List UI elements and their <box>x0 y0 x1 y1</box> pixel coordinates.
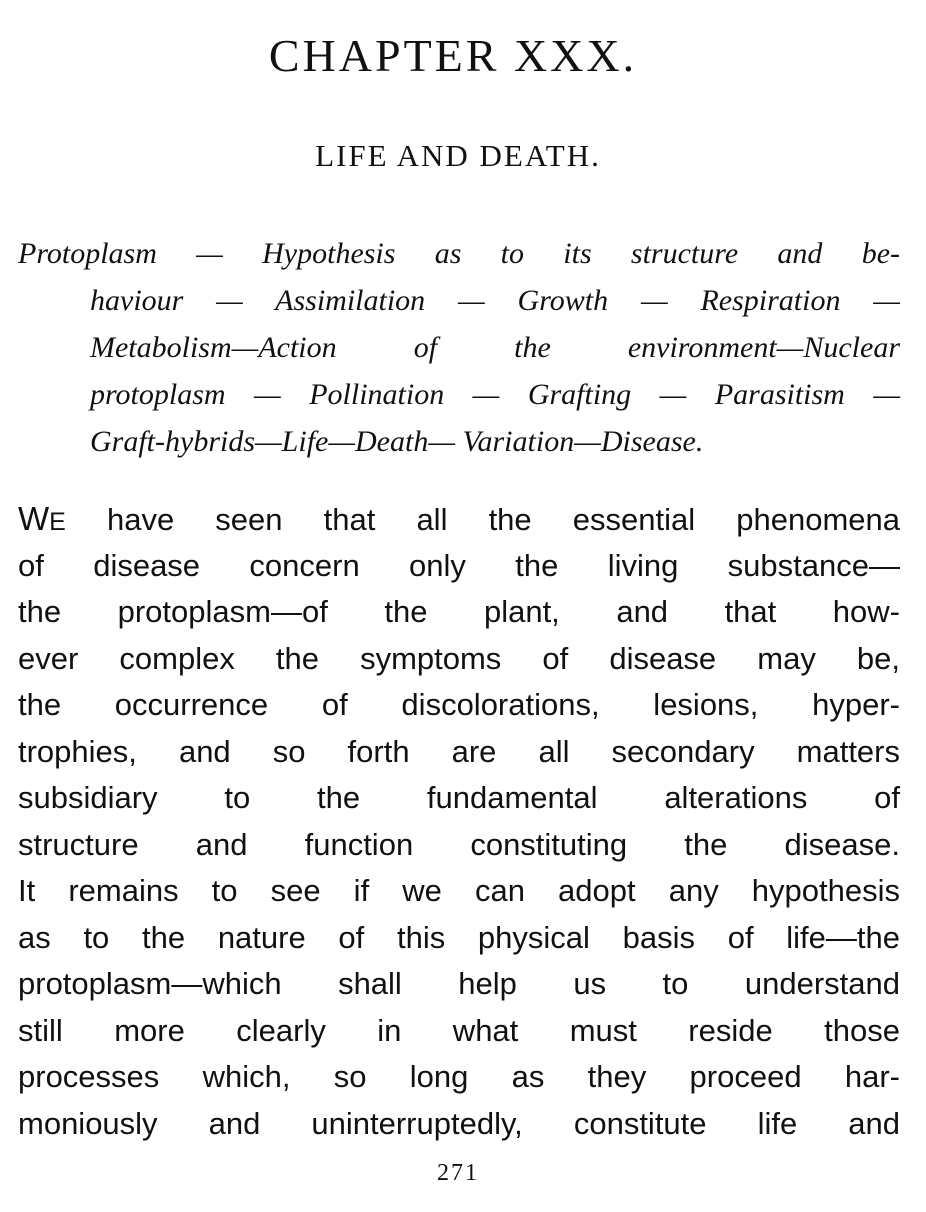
synopsis-line: haviour — Assimilation — Growth — Respiration — <box>90 284 900 317</box>
synopsis-line: Metabolism—Action of the environment—Nuclear <box>90 331 900 364</box>
body-paragraph <box>18 496 900 1147</box>
body-line: of disease concern only the living substance— <box>18 547 900 583</box>
small-cap: E <box>49 508 66 536</box>
chapter-synopsis <box>18 230 900 465</box>
body-line-first <box>18 496 900 543</box>
chapter-title: CHAPTER XXX. <box>268 30 638 81</box>
body-line: as to the nature of this physical basis of life—the <box>18 919 900 955</box>
section-title: LIFE AND DEATH. <box>315 138 601 173</box>
synopsis-line: protoplasm — Pollination — Grafting — Parasitism — <box>90 378 900 411</box>
body-line: still more clearly in what must reside those <box>18 1012 900 1048</box>
body-line: ever complex the symptoms of disease may be, <box>18 640 900 676</box>
synopsis-line: Graft-hybrids—Life—Death— Variation—Disease. <box>90 425 704 458</box>
page-number: 271 <box>437 1160 479 1186</box>
drop-cap: W <box>18 500 50 537</box>
synopsis-line: Protoplasm — Hypothesis as to its structure and be- <box>18 237 900 270</box>
body-line: the occurrence of discolorations, lesions, hyper- <box>18 687 900 722</box>
body-line-text: have seen that all the essential phenomena <box>65 502 900 537</box>
body-line: subsidiary to the fundamental alterations of <box>18 780 900 815</box>
body-line: It remains to see if we can adopt any hypothesis <box>18 873 900 908</box>
body-line: trophies, and so forth are all secondary matters <box>18 733 900 769</box>
body-line: processes which, so long as they proceed har- <box>18 1059 900 1094</box>
body-line: structure and function constituting the disease. <box>18 826 900 862</box>
body-line: moniously and uninterruptedly, constitute life and <box>18 1105 900 1141</box>
body-line: protoplasm—which shall help us to understand <box>18 966 900 1001</box>
body-line: the protoplasm—of the plant, and that how- <box>18 594 900 629</box>
